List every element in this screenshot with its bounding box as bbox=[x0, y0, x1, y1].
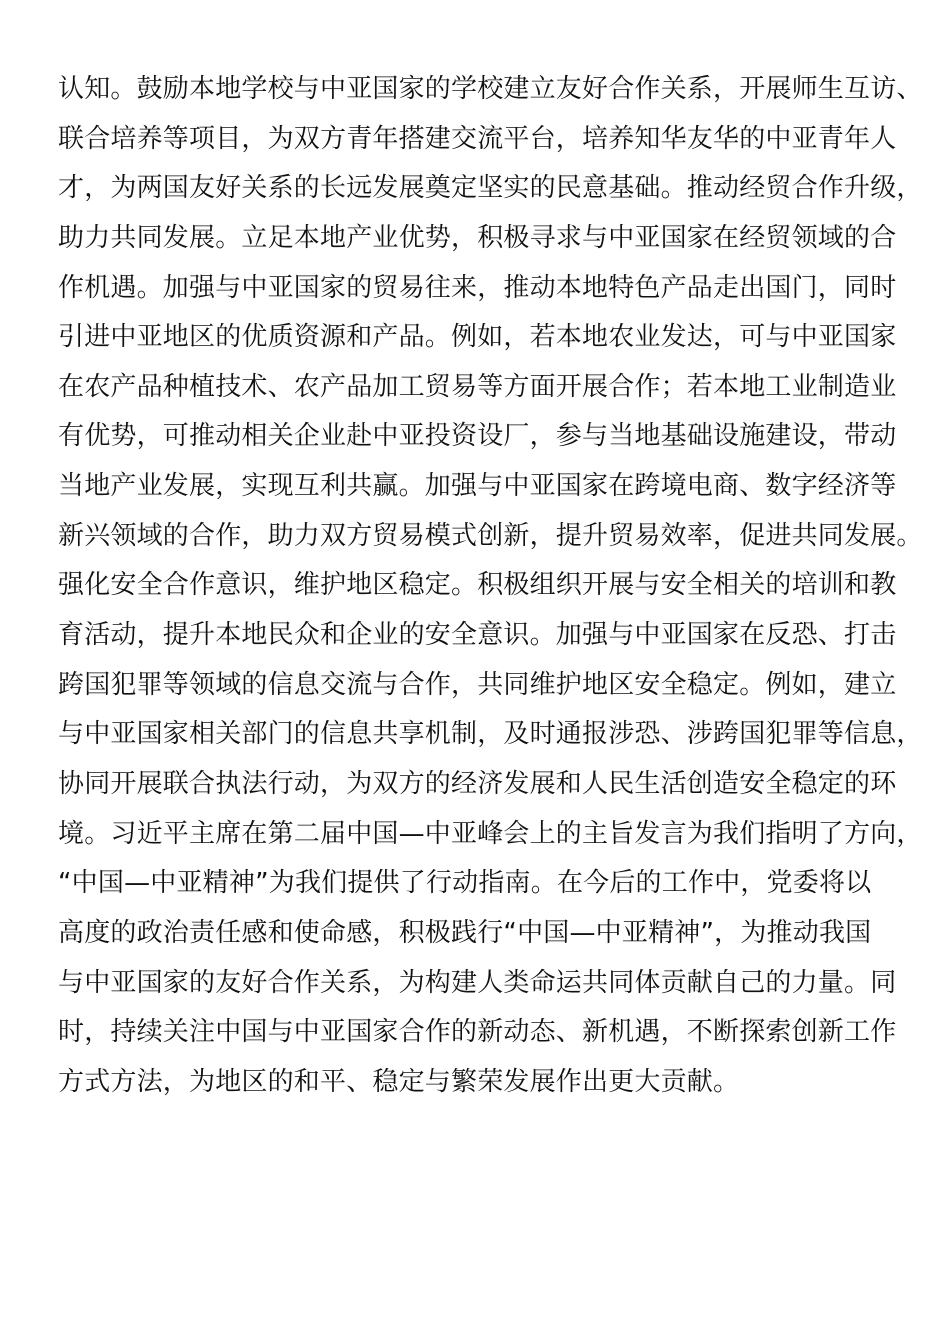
text-line: 育活动，提升本地民众和企业的安全意识。加强与中亚国家在反恐、打击 bbox=[58, 620, 897, 651]
text-line: 方式方法，为地区的和平、稳定与繁荣发展作出更大贡献。 bbox=[58, 1066, 740, 1097]
text-line: 时，持续关注中国与中亚国家合作的新动态、新机遇，不断探索创新工作 bbox=[58, 1017, 897, 1048]
text-line: 当地产业发展，实现互利共赢。加强与中亚国家在跨境电商、数字经济等 bbox=[58, 471, 897, 502]
text-line: 引进中亚地区的优质资源和产品。例如，若本地农业发达，可与中亚国家 bbox=[58, 322, 897, 353]
text-line: 作机遇。加强与中亚国家的贸易往来，推动本地特色产品走出国门，同时 bbox=[58, 272, 897, 303]
text-line: 联合培养等项目，为双方青年搭建交流平台，培养知华友华的中亚青年人 bbox=[58, 123, 897, 154]
text-line: “中国—中亚精神”为我们提供了行动指南。在今后的工作中，党委将以 bbox=[58, 868, 872, 899]
text-line: 协同开展联合执法行动，为双方的经济发展和人民生活创造安全稳定的环 bbox=[58, 768, 897, 799]
text-line: 与中亚国家相关部门的信息共享机制，及时通报涉恐、涉跨国犯罪等信息， bbox=[58, 719, 923, 750]
text-line: 强化安全合作意识，维护地区稳定。积极组织开展与安全相关的培训和教 bbox=[58, 570, 897, 601]
text-line: 有优势，可推动相关企业赴中亚投资设厂，参与当地基础设施建设，带动 bbox=[58, 421, 897, 452]
body-text bbox=[58, 65, 923, 1107]
text-line: 新兴领域的合作，助力双方贸易模式创新，提升贸易效率，促进共同发展。 bbox=[58, 520, 923, 551]
text-line: 认知。鼓励本地学校与中亚国家的学校建立友好合作关系，开展师生互访、 bbox=[58, 74, 923, 104]
text-line: 境。习近平主席在第二届中国—中亚峰会上的主旨发言为我们指明了方向， bbox=[58, 818, 923, 849]
text-line: 高度的政治责任感和使命感，积极践行“中国—中亚精神”，为推动我国 bbox=[58, 917, 872, 948]
text-line: 与中亚国家的友好合作关系，为构建人类命运共同体贡献自己的力量。同 bbox=[58, 967, 897, 998]
text-line: 才，为两国友好关系的长远发展奠定坚实的民意基础。推动经贸合作升级， bbox=[58, 173, 923, 204]
text-line: 跨国犯罪等领域的信息交流与合作，共同维护地区安全稳定。例如，建立 bbox=[58, 669, 897, 700]
text-line: 在农产品种植技术、农产品加工贸易等方面开展合作；若本地工业制造业 bbox=[58, 371, 897, 402]
text-line: 助力共同发展。立足本地产业优势，积极寻求与中亚国家在经贸领域的合 bbox=[58, 222, 897, 253]
